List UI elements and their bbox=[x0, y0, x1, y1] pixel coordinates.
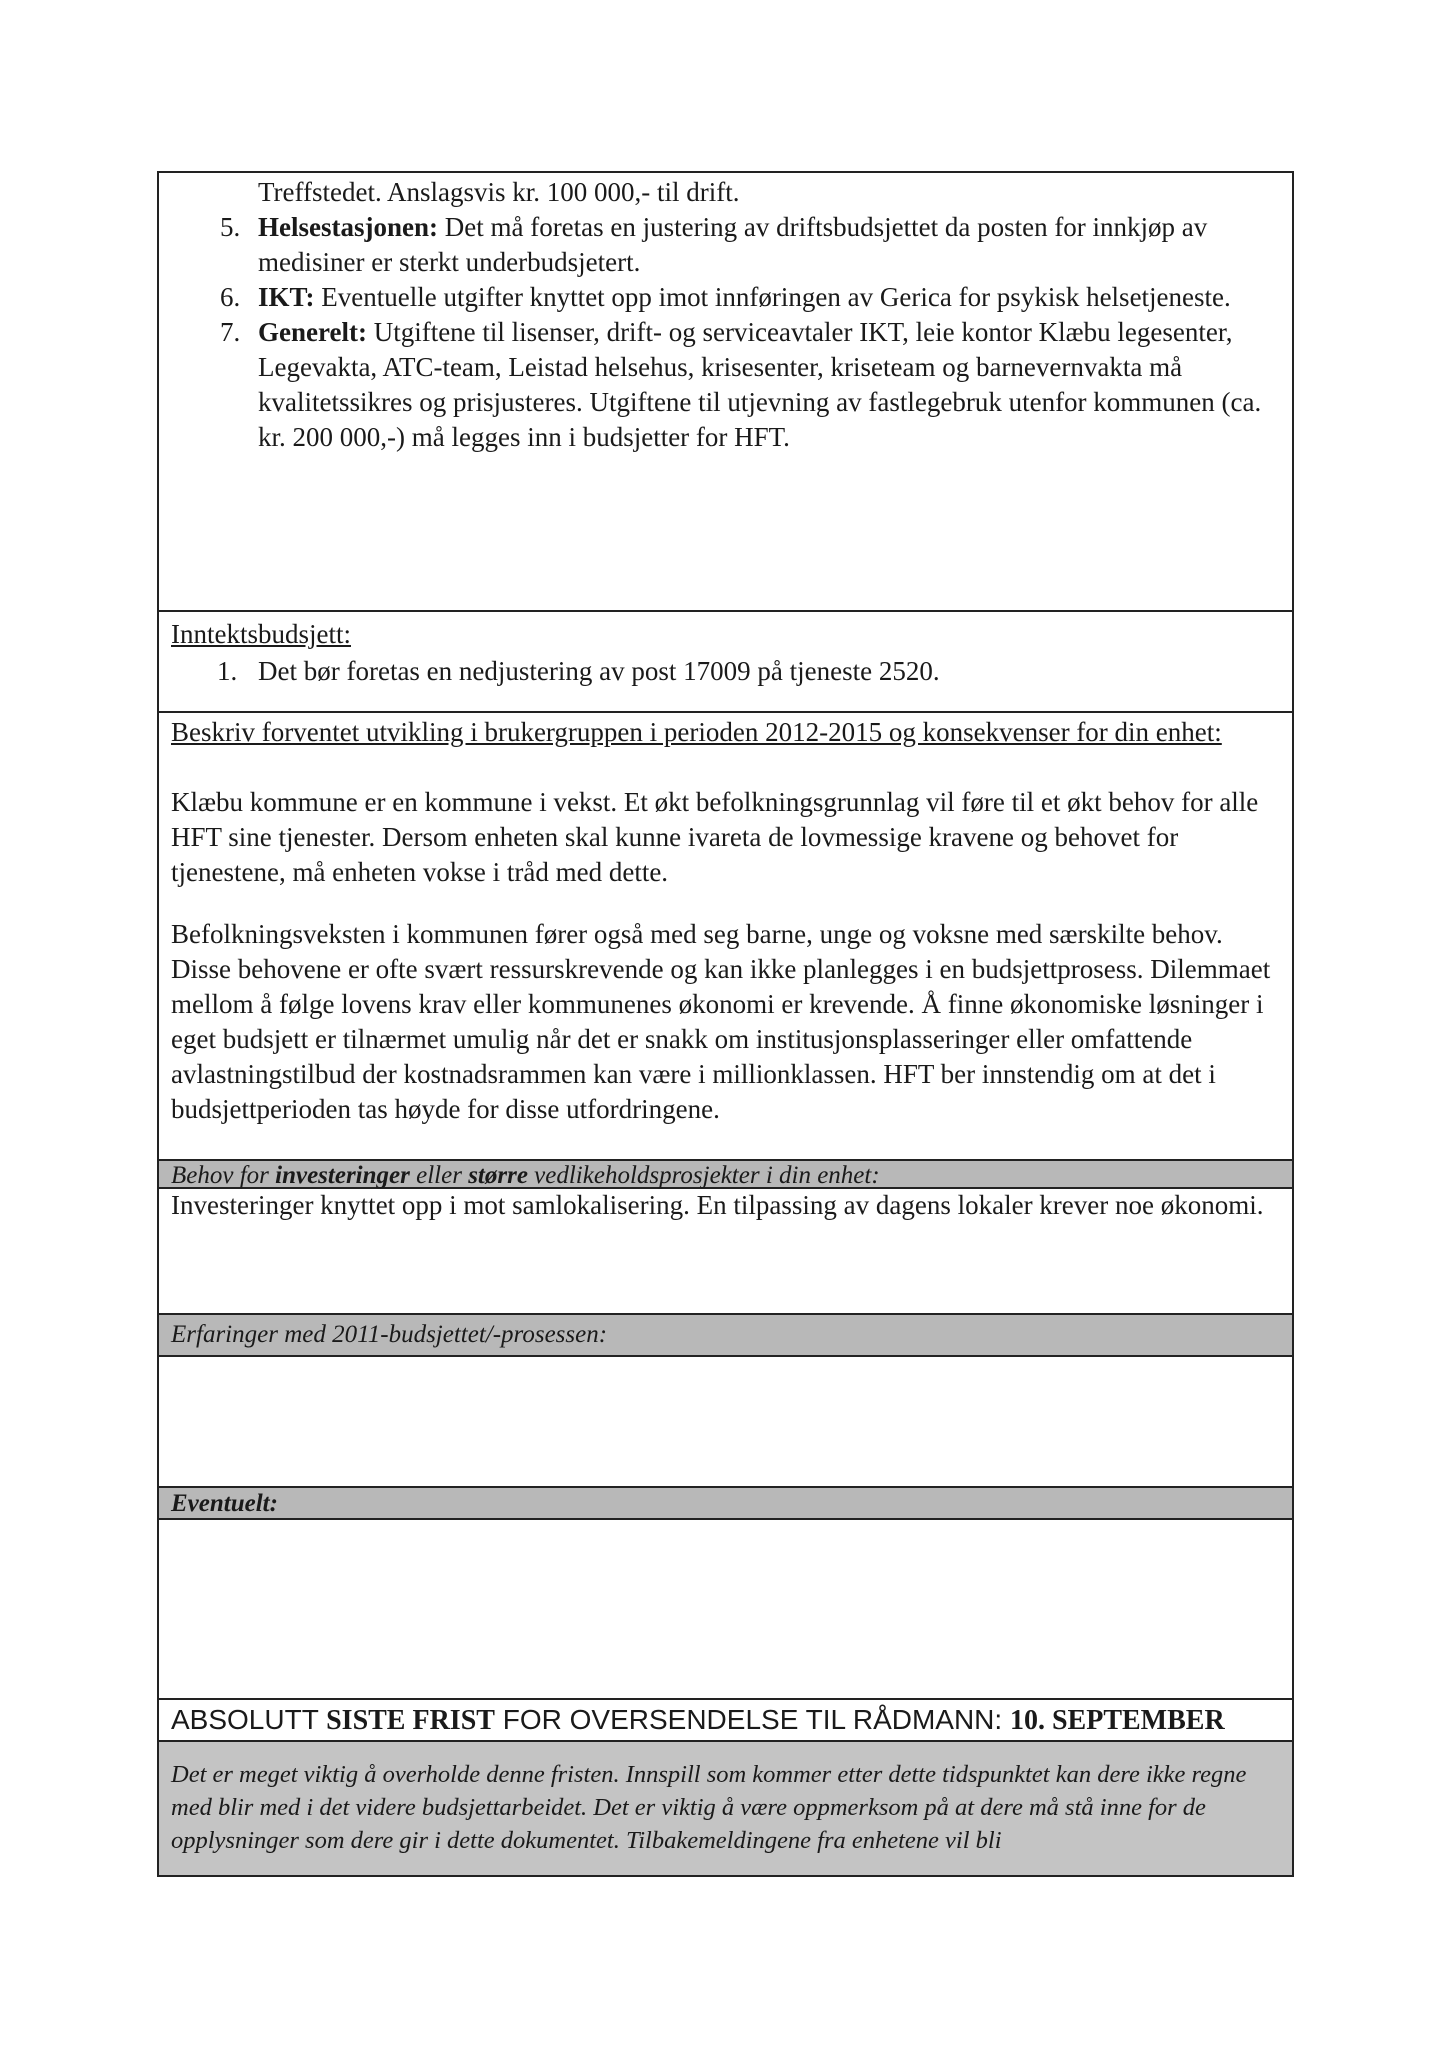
investments-text: Investeringer knyttet opp i mot samlokalisering. En tilpassing av dagens lokaler krever noe økonomi. bbox=[171, 1190, 1264, 1220]
list-item: 5. Helsestasjonen: Det må foretas en justering av driftsbudsjettet da posten for innkjøp av medisiner er sterkt underbudsjetert. bbox=[220, 212, 1208, 277]
list-item: 1. Det bør foretas en nedjustering av post 17009 på tjeneste 2520. bbox=[217, 656, 940, 686]
expense-notes-list bbox=[159, 173, 1292, 455]
income-budget-heading: Inntektsbudsjett: bbox=[171, 619, 351, 649]
budget-form-frame bbox=[157, 171, 1294, 1877]
development-heading: Beskriv forventet utvikling i brukergruppen i perioden 2012-2015 og konsekvenser for din enhet: bbox=[171, 717, 1222, 747]
income-budget-section bbox=[159, 617, 1292, 689]
list-item: Treffstedet. Anslagsvis kr. 100 000,- til drift. bbox=[258, 177, 740, 207]
section-divider bbox=[159, 610, 1292, 612]
investments-heading: Behov for investeringer eller større vedlikeholdsprosjekter i din enhet: bbox=[159, 1159, 1292, 1189]
list-item: 6. IKT: Eventuelle utgifter knyttet opp imot innføringen av Gerica for psykisk helsetjeneste. bbox=[220, 282, 1231, 312]
other-heading: Eventuelt: bbox=[159, 1486, 1292, 1520]
list-item: 7. Generelt: Utgiftene til lisenser, drift- og serviceavtaler IKT, leie kontor Klæbu legesenter, Legevakta, ATC-team, Leistad helsehus, krisesenter, kriseteam og barnevernvakta må kvalitetssikres og prisjusteres. Utgiftene til utjevning av fastlegebruk utenfor kommunen (ca. kr. 200 000,-) må legges inn i budsjetter for HFT. bbox=[220, 317, 1262, 452]
development-paragraph-1: Klæbu kommune er en kommune i vekst. Et økt befolkningsgrunnlag vil føre til et økt behov for alle HFT sine tjenester. Dersom enheten skal kunne ivareta de lovmessige kravene og behovet for tjenestene, må enheten vokse i tråd med dette. bbox=[171, 787, 1259, 887]
development-paragraph-2: Befolkningsveksten i kommunen fører også med seg barne, unge og voksne med særskilte behov. Disse behovene er ofte svært ressurskrevende og kan ikke planlegges i en budsjettprosess. Dilemmaet mellom å følge lovens krav eller kommunenes økonomi er krevende. Å finne økonomiske løsninger i eget budsjett er tilnærmet umulig når det er snakk om institusjonsplasseringer eller omfattende avlastningstilbud der kostnadsrammen kan være i millionklassen. HFT ber innstendig om at det i budsjettperioden tas høyde for disse utfordringene. bbox=[171, 919, 1271, 1124]
experience-heading: Erfaringer med 2011-budsjettet/-prosessen: bbox=[159, 1313, 1292, 1357]
income-budget-list bbox=[159, 654, 1292, 689]
deadline-banner: ABSOLUTT SISTE FRIST FOR OVERSENDELSE TIL RÅDMANN: 10. SEPTEMBER bbox=[159, 1698, 1292, 1742]
deadline-notice: Det er meget viktig å overholde denne fristen. Innspill som kommer etter dette tidspunktet kan dere ikke regne med blir med i det videre budsjettarbeidet. Det er viktig å være oppmerksom på at dere må stå inne for de opplysninger som dere gir i dette dokumentet. Tilbakemeldingene fra enhetene vil bli bbox=[159, 1742, 1292, 1875]
section-divider bbox=[159, 711, 1292, 713]
expense-notes-section bbox=[159, 173, 1292, 455]
